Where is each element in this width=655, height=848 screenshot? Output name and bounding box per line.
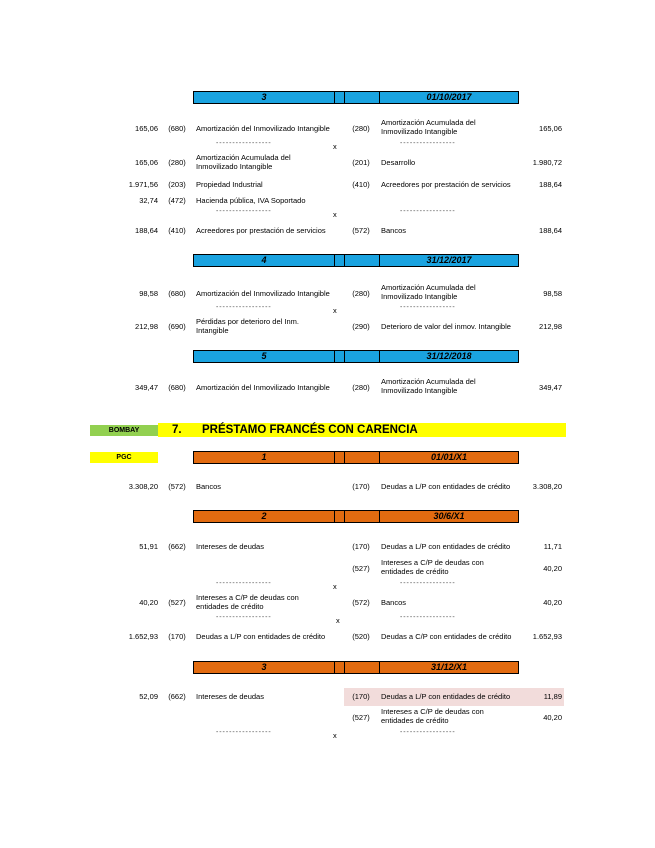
entry-header-3	[193, 91, 519, 104]
credit-account: Amortización Acumulada del Inmovilizado Intangible	[381, 118, 476, 136]
entry-header-1	[193, 451, 519, 464]
entry-header-3b	[193, 661, 519, 674]
credit-account: Deudas a C/P con entidades de crédito	[381, 632, 512, 641]
separator-x: x	[336, 616, 340, 625]
debit-code: (472)	[168, 196, 186, 205]
separator-dashes: - - - - - - - - - - - - - - - - -	[216, 304, 271, 311]
entry-number: 1	[261, 452, 267, 462]
section-title: PRÉSTAMO FRANCÉS CON CARENCIA	[202, 424, 418, 436]
debit-account: Bancos	[196, 482, 222, 491]
pgc-tag: PGC	[90, 452, 158, 463]
credit-code: (170)	[352, 542, 370, 551]
debit-amount: 40,20	[139, 598, 158, 607]
credit-amount: 188,64	[539, 226, 562, 235]
entry-date: 31/12/2018	[426, 351, 472, 361]
debit-code: (280)	[168, 158, 186, 167]
debit-code: (572)	[168, 482, 186, 491]
debit-code: (690)	[168, 322, 186, 331]
section-title-bar	[158, 423, 566, 437]
credit-code: (410)	[352, 180, 370, 189]
separator-dashes: - - - - - - - - - - - - - - - - -	[400, 304, 455, 311]
credit-account: Deudas a L/P con entidades de crédito	[381, 482, 511, 491]
separator-dashes: - - - - - - - - - - - - - - - - -	[216, 580, 271, 587]
debit-amount: 3.308,20	[128, 482, 158, 491]
credit-code: (572)	[352, 226, 370, 235]
credit-amount: 40,20	[543, 598, 562, 607]
debit-amount: 32,74	[139, 196, 158, 205]
entry-date: 01/10/2017	[426, 92, 472, 102]
credit-amount: 98,58	[543, 289, 562, 298]
separator-dashes: - - - - - - - - - - - - - - - - -	[400, 614, 455, 621]
credit-account: Acreedores por prestación de servicios	[381, 180, 511, 189]
credit-account: Desarrollo	[381, 158, 416, 167]
credit-account: Bancos	[381, 598, 407, 607]
credit-account: Intereses a C/P de deudas con entidades de crédito	[381, 707, 484, 725]
debit-code: (680)	[168, 289, 186, 298]
credit-code: (290)	[352, 322, 370, 331]
debit-amount: 212,98	[135, 322, 158, 331]
credit-amount: 188,64	[539, 180, 562, 189]
credit-amount: 40,20	[543, 713, 562, 722]
credit-account: Intereses a C/P de deudas con entidades de crédito	[381, 558, 484, 576]
credit-account: Amortización Acumulada del Inmovilizado Intangible	[381, 377, 476, 395]
separator-dashes: - - - - - - - - - - - - - - - - -	[216, 729, 271, 736]
debit-amount: 1.652,93	[128, 632, 158, 641]
debit-code: (170)	[168, 632, 186, 641]
credit-code: (280)	[352, 289, 370, 298]
credit-amount: 40,20	[543, 564, 562, 573]
debit-account: Amortización Acumulada del Inmovilizado Intangible	[196, 153, 291, 171]
entry-header-2	[193, 510, 519, 523]
credit-amount: 3.308,20	[532, 482, 562, 491]
separator-dashes: - - - - - - - - - - - - - - - - -	[400, 729, 455, 736]
entry-date: 31/12/2017	[426, 255, 472, 265]
separator-dashes: - - - - - - - - - - - - - - - - -	[400, 140, 455, 147]
debit-account: Amortización del Inmovilizado Intangible	[196, 289, 330, 298]
debit-code: (410)	[168, 226, 186, 235]
debit-amount: 1.971,56	[128, 180, 158, 189]
section-number: 7.	[172, 424, 182, 436]
credit-code: (201)	[352, 158, 370, 167]
debit-code: (662)	[168, 542, 186, 551]
debit-amount: 349,47	[135, 383, 158, 392]
debit-account: Amortización del Inmovilizado Intangible	[196, 383, 330, 392]
credit-account: Deudas a L/P con entidades de crédito	[381, 692, 511, 701]
separator-x: x	[333, 210, 337, 219]
debit-code: (527)	[168, 598, 186, 607]
debit-account: Acreedores por prestación de servicios	[196, 226, 326, 235]
debit-code: (680)	[168, 383, 186, 392]
entry-number: 5	[261, 351, 267, 361]
entry-date: 30/6/X1	[433, 511, 465, 521]
debit-code: (662)	[168, 692, 186, 701]
credit-code: (280)	[352, 124, 370, 133]
separator-dashes: - - - - - - - - - - - - - - - - -	[216, 208, 271, 215]
credit-account: Deudas a L/P con entidades de crédito	[381, 542, 511, 551]
credit-amount: 349,47	[539, 383, 562, 392]
separator-x: x	[333, 731, 337, 740]
entry-header-4	[193, 254, 519, 267]
separator-dashes: - - - - - - - - - - - - - - - - -	[400, 580, 455, 587]
credit-account: Bancos	[381, 226, 407, 235]
debit-amount: 188,64	[135, 226, 158, 235]
debit-code: (203)	[168, 180, 186, 189]
credit-amount: 11,71	[543, 542, 562, 551]
separator-x: x	[333, 306, 337, 315]
entry-number: 3	[261, 92, 267, 102]
entry-number: 2	[261, 511, 267, 521]
debit-account: Amortización del Inmovilizado Intangible	[196, 124, 330, 133]
debit-amount: 165,06	[135, 158, 158, 167]
bombay-tag: BOMBAY	[90, 425, 158, 436]
credit-amount: 165,06	[539, 124, 562, 133]
credit-amount: 11,89	[543, 692, 562, 701]
credit-account: Deterioro de valor del inmov. Intangible	[381, 322, 511, 331]
entry-date: 31/12/X1	[430, 662, 468, 672]
credit-code: (527)	[352, 564, 370, 573]
credit-amount: 1.980,72	[532, 158, 562, 167]
entry-date: 01/01/X1	[430, 452, 468, 462]
entry-header-5	[193, 350, 519, 363]
debit-account: Intereses a C/P de deudas con entidades de crédito	[196, 593, 299, 611]
credit-code: (170)	[352, 692, 370, 701]
debit-code: (680)	[168, 124, 186, 133]
debit-amount: 51,91	[139, 542, 158, 551]
debit-account: Deudas a L/P con entidades de crédito	[196, 632, 326, 641]
debit-amount: 98,58	[139, 289, 158, 298]
credit-amount: 212,98	[539, 322, 562, 331]
separator-x: x	[333, 582, 337, 591]
credit-account: Amortización Acumulada del Inmovilizado Intangible	[381, 283, 476, 301]
credit-code: (572)	[352, 598, 370, 607]
separator-dashes: - - - - - - - - - - - - - - - - -	[216, 614, 271, 621]
credit-code: (527)	[352, 713, 370, 722]
debit-account: Propiedad Industrial	[196, 180, 263, 189]
debit-account: Hacienda pública, IVA Soportado	[196, 196, 306, 205]
separator-dashes: - - - - - - - - - - - - - - - - -	[216, 140, 271, 147]
separator-x: x	[333, 142, 337, 151]
credit-code: (280)	[352, 383, 370, 392]
debit-account: Pérdidas por deterioro del Inm. Intangible	[196, 317, 299, 335]
debit-account: Intereses de deudas	[196, 542, 264, 551]
credit-code: (170)	[352, 482, 370, 491]
credit-code: (520)	[352, 632, 370, 641]
separator-dashes: - - - - - - - - - - - - - - - - -	[400, 208, 455, 215]
debit-amount: 52,09	[139, 692, 158, 701]
debit-account: Intereses de deudas	[196, 692, 264, 701]
entry-number: 3	[261, 662, 267, 672]
credit-amount: 1.652,93	[532, 632, 562, 641]
entry-number: 4	[261, 255, 267, 265]
debit-amount: 165,06	[135, 124, 158, 133]
